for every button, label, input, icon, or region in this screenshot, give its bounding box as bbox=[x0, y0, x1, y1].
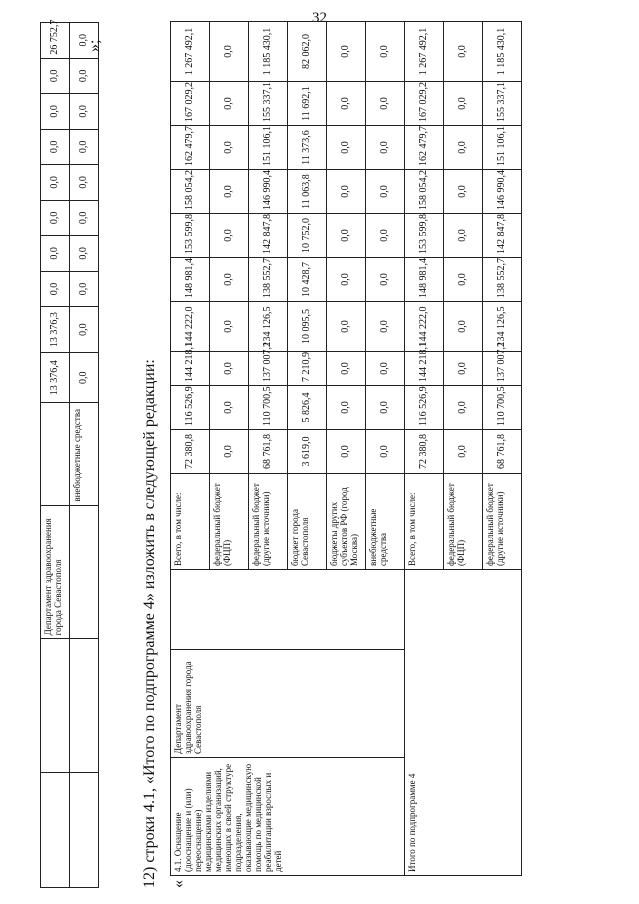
section-heading: 12) строки 4.1, «Итого по подпрограмме 4» изложить в следующей редакции: bbox=[141, 359, 158, 888]
table-cell: 1 267 492,1 bbox=[171, 22, 210, 82]
table-cell: Всего, в том числе: bbox=[405, 474, 444, 570]
table-cell: 158 054,2 bbox=[405, 170, 444, 214]
table-cell: 142 847,8 bbox=[483, 214, 522, 258]
table-cell: 0,0 bbox=[444, 302, 483, 352]
table-cell: 10 095,5 bbox=[288, 302, 327, 352]
table-cell: 0,0 bbox=[366, 302, 405, 352]
table-cell: 0,0 bbox=[444, 258, 483, 302]
table-cell: 153 599,8 bbox=[405, 214, 444, 258]
table-cell: 0,0 bbox=[444, 126, 483, 170]
table-cell: 1 185 430,1 bbox=[249, 22, 288, 82]
table-cell: 0,0 bbox=[366, 126, 405, 170]
table-cell: 144 222,0 bbox=[405, 302, 444, 352]
table-row bbox=[70, 23, 99, 888]
table-cell: 0,0 bbox=[444, 214, 483, 258]
table-cell: 0,0 bbox=[70, 200, 99, 236]
table-cell: 0,0 bbox=[327, 352, 366, 386]
table-cell: 0,0 bbox=[327, 258, 366, 302]
table-cell: 0,0 bbox=[210, 386, 249, 430]
table-cell: 0,0 bbox=[327, 126, 366, 170]
table-cell: 110 700,5 bbox=[483, 386, 522, 430]
table-cell: 162 479,7 bbox=[405, 126, 444, 170]
table-cell: 0,0 bbox=[366, 170, 405, 214]
table-cell: 0,0 bbox=[41, 271, 70, 307]
quote-open-mark: « bbox=[170, 880, 187, 888]
table-cell: 162 479,7 bbox=[171, 126, 210, 170]
table-cell: 151 106,1 bbox=[483, 126, 522, 170]
table-cell: 1 267 492,1 bbox=[405, 22, 444, 82]
table-cell: 0,0 bbox=[210, 258, 249, 302]
table-cell: 0,0 bbox=[70, 94, 99, 130]
table-cell: федеральный бюджет (ФЦП) bbox=[210, 474, 249, 570]
table-cell: Всего, в том числе: bbox=[171, 474, 210, 570]
table-cell: 148 981,4 bbox=[171, 258, 210, 302]
table-cell: 0,0 bbox=[366, 82, 405, 126]
table-cell: внебюджетные средства bbox=[366, 474, 405, 570]
table-cell: 0,0 bbox=[327, 214, 366, 258]
table-row bbox=[41, 23, 70, 888]
table-cell: 0,0 bbox=[366, 258, 405, 302]
table-cell: 0,0 bbox=[366, 386, 405, 430]
table-cell: федеральный бюджет (ФЦП) bbox=[444, 474, 483, 570]
table-cell: 68 761,8 bbox=[483, 430, 522, 474]
table-cell: 0,0 bbox=[41, 236, 70, 272]
table-cell: 146 990,4 bbox=[249, 170, 288, 214]
table-cell: 0,0 bbox=[210, 82, 249, 126]
table-cell: 5 826,4 bbox=[288, 386, 327, 430]
table-cell: 72 380,8 bbox=[171, 430, 210, 474]
table-cell: 158 054,2 bbox=[171, 170, 210, 214]
table-cell: 0,0 bbox=[327, 386, 366, 430]
table-cell: Итого по подпрограмме 4 bbox=[405, 570, 522, 876]
table-cell: 0,0 bbox=[41, 94, 70, 130]
table-cell: 144 222,0 bbox=[171, 302, 210, 352]
table-cell: 0,0 bbox=[444, 82, 483, 126]
table-cell: 0,0 bbox=[41, 165, 70, 201]
table-cell: 0,0 bbox=[210, 170, 249, 214]
table-cell: 138 552,7 bbox=[249, 258, 288, 302]
table-cell: бюджеты других субъектов РФ (город Москва) bbox=[327, 474, 366, 570]
table-cell: 0,0 bbox=[444, 352, 483, 386]
table-cell: 155 337,1 bbox=[249, 82, 288, 126]
table-cell: 155 337,1 bbox=[483, 82, 522, 126]
table-cell: 72 380,8 bbox=[405, 430, 444, 474]
table-cell: 11 063,8 bbox=[288, 170, 327, 214]
table-cell: 116 526,9 bbox=[171, 386, 210, 430]
table-cell: 0,0 bbox=[210, 126, 249, 170]
table-cell: 0,0 bbox=[327, 82, 366, 126]
table-cell: 13 376,4 bbox=[41, 353, 70, 403]
table-cell: 0,0 bbox=[444, 22, 483, 82]
table-cell: 142 847,8 bbox=[249, 214, 288, 258]
table-cell: 26 752,7 bbox=[41, 23, 70, 59]
table-cell: 144 218,1 bbox=[171, 352, 210, 386]
table-cell: 3 619,0 bbox=[288, 430, 327, 474]
table-cell: бюджет города Севастополя bbox=[288, 474, 327, 570]
table-cell: 116 526,9 bbox=[405, 386, 444, 430]
table-cell: 0,0 bbox=[41, 200, 70, 236]
table-cell: 0,0 bbox=[70, 271, 99, 307]
table-cell bbox=[70, 639, 99, 773]
table-cell bbox=[171, 570, 405, 650]
table-cell: 0,0 bbox=[210, 430, 249, 474]
table-cell: 4.1. Оснащение (дооснащение и (или) переоснащение) медицинскими изделиями медицинских организаций, имеющих в своей структуре подразделения, оказывающие медицинскую помощь по медицинской реабилитации взрослых и детей bbox=[171, 758, 405, 876]
page-number: 32 bbox=[312, 10, 327, 26]
table-cell: Департамент здравоохранения города Севастополя bbox=[171, 650, 405, 758]
table-cell: 167 029,2 bbox=[405, 82, 444, 126]
table-cell: 0,0 bbox=[70, 353, 99, 403]
table-cell: 0,0 bbox=[444, 386, 483, 430]
table-cell: 138 552,7 bbox=[483, 258, 522, 302]
table-cell bbox=[41, 773, 70, 888]
table-cell: 0,0 bbox=[70, 23, 99, 59]
table-cell: 0,0 bbox=[444, 170, 483, 214]
table-cell: 0,0 bbox=[41, 129, 70, 165]
table-cell: 153 599,8 bbox=[171, 214, 210, 258]
table-cell: 13 376,3 bbox=[41, 307, 70, 353]
table-cell: 144 218,1 bbox=[405, 352, 444, 386]
table-cell: 82 062,0 bbox=[288, 22, 327, 82]
quote-close-mark: »; bbox=[86, 39, 103, 52]
main-table bbox=[170, 21, 522, 876]
table-cell bbox=[70, 505, 99, 639]
table-cell: 151 106,1 bbox=[249, 126, 288, 170]
table-cell: 0,0 bbox=[210, 214, 249, 258]
table-cell: 0,0 bbox=[366, 214, 405, 258]
table-cell: 134 126,5 bbox=[249, 302, 288, 352]
table-row bbox=[171, 22, 210, 876]
table-cell: 10 752,0 bbox=[288, 214, 327, 258]
table-cell: 0,0 bbox=[210, 302, 249, 352]
table-cell: 0,0 bbox=[70, 307, 99, 353]
table-row bbox=[405, 22, 444, 876]
top-table bbox=[40, 19, 99, 888]
table-cell: Департамент здравоохранения города Севастополя bbox=[41, 505, 70, 639]
table-cell: 0,0 bbox=[210, 352, 249, 386]
table-cell: федеральный бюджет (другие источники) bbox=[249, 474, 288, 570]
table-cell: внебюджетные средства bbox=[70, 403, 99, 505]
table-cell: 0,0 bbox=[327, 22, 366, 82]
table-cell: федеральный бюджет (другие источники) bbox=[483, 474, 522, 570]
table-cell bbox=[41, 403, 70, 505]
table-cell: 7 210,9 bbox=[288, 352, 327, 386]
table-cell: 68 761,8 bbox=[249, 430, 288, 474]
table-cell: 0,0 bbox=[41, 58, 70, 94]
table-cell: 110 700,5 bbox=[249, 386, 288, 430]
table-cell: 0,0 bbox=[70, 129, 99, 165]
table-cell: 0,0 bbox=[444, 430, 483, 474]
table-cell: 0,0 bbox=[70, 236, 99, 272]
table-cell: 134 126,5 bbox=[483, 302, 522, 352]
table-cell: 148 981,4 bbox=[405, 258, 444, 302]
table-cell: 0,0 bbox=[366, 22, 405, 82]
table-cell bbox=[41, 639, 70, 773]
table-cell: 137 007,2 bbox=[483, 352, 522, 386]
table-cell: 137 007,2 bbox=[249, 352, 288, 386]
table-cell: 11 692,1 bbox=[288, 82, 327, 126]
table-cell: 0,0 bbox=[70, 165, 99, 201]
table-cell: 1 185 430,1 bbox=[483, 22, 522, 82]
table-cell: 11 373,6 bbox=[288, 126, 327, 170]
rotated-content bbox=[40, 8, 600, 888]
table-cell: 146 990,4 bbox=[483, 170, 522, 214]
table-cell: 0,0 bbox=[366, 352, 405, 386]
table-cell: 0,0 bbox=[70, 58, 99, 94]
table-cell: 0,0 bbox=[327, 302, 366, 352]
table-cell: 10 428,7 bbox=[288, 258, 327, 302]
table-cell: 0,0 bbox=[366, 430, 405, 474]
table-cell: 167 029,2 bbox=[171, 82, 210, 126]
table-cell: 0,0 bbox=[327, 430, 366, 474]
table-cell: 0,0 bbox=[210, 22, 249, 82]
table-cell: 0,0 bbox=[327, 170, 366, 214]
table-cell bbox=[70, 773, 99, 888]
